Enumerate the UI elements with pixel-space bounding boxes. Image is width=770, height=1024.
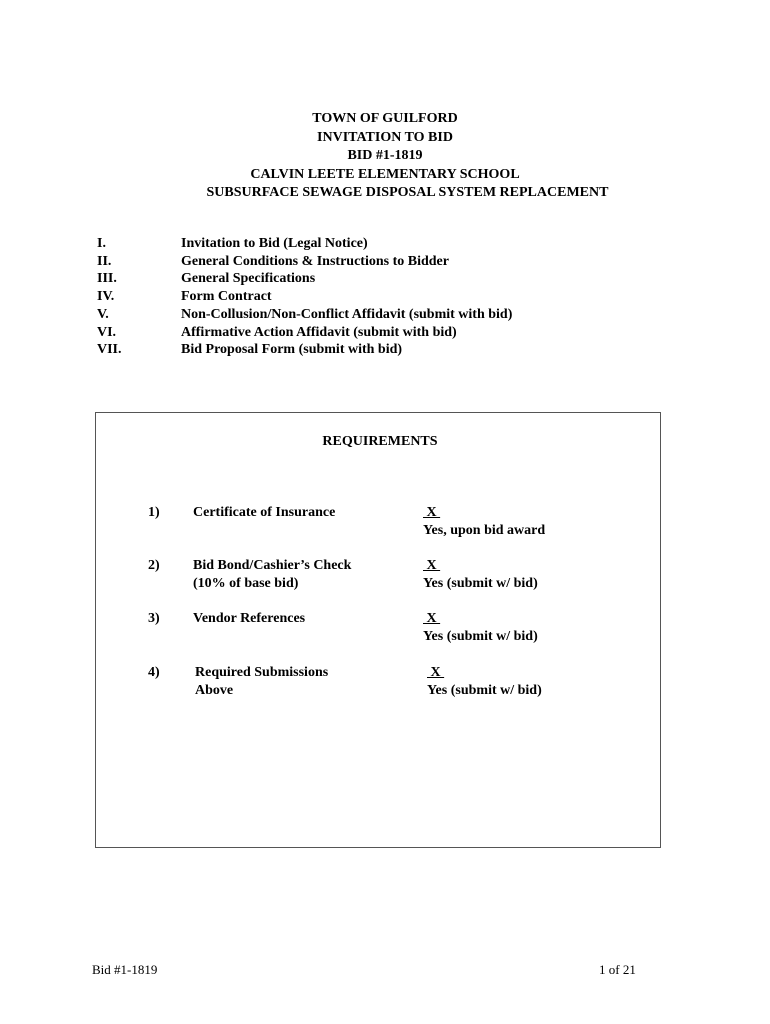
footer-bid-number: Bid #1-1819: [92, 962, 158, 977]
requirement-description-line: Required Submissions: [195, 665, 329, 680]
toc-item: [97, 270, 512, 288]
requirement-description-line: Above: [195, 683, 234, 698]
requirement-number: 4): [148, 665, 160, 680]
requirement-number: 3): [148, 611, 160, 626]
toc-item: [97, 341, 512, 359]
header-bid-number: BID #1-1819: [347, 148, 423, 163]
requirements-title: REQUIREMENTS: [322, 434, 438, 449]
requirement-description: [193, 557, 351, 593]
requirement-response-text: Yes (submit w/ bid): [423, 629, 538, 644]
requirement-description: [195, 664, 328, 700]
toc-item-label: General Specifications: [181, 271, 316, 287]
toc-item-number: II.: [97, 253, 112, 269]
requirement-description-line: Vendor References: [193, 611, 306, 626]
requirement-response-text: Yes (submit w/ bid): [427, 683, 542, 698]
requirement-response: [423, 557, 538, 593]
toc-item-label: General Conditions & Instructions to Bidder: [181, 253, 449, 269]
requirement-check-mark: X: [423, 505, 441, 520]
toc-item: [97, 235, 512, 253]
toc-item-label: Invitation to Bid (Legal Notice): [181, 236, 368, 251]
requirement-response-text: Yes, upon bid award: [423, 523, 546, 538]
requirement-description: [193, 504, 335, 522]
header-town: TOWN OF GUILFORD: [312, 111, 458, 126]
requirement-response: [423, 610, 538, 646]
toc-item: [97, 306, 512, 324]
requirement-response: [423, 504, 545, 540]
requirement-description-line: Certificate of Insurance: [193, 505, 336, 520]
table-of-contents: [97, 235, 512, 359]
requirement-response-text: Yes (submit w/ bid): [423, 576, 538, 591]
toc-item-number: IV.: [97, 289, 115, 305]
header-project: SUBSURFACE SEWAGE DISPOSAL SYSTEM REPLACEMENT: [206, 185, 609, 200]
toc-item-number: I.: [97, 236, 106, 251]
header-invitation: INVITATION TO BID: [317, 129, 453, 145]
toc-item-label: Form Contract: [181, 289, 272, 305]
toc-item-number: VI.: [97, 324, 117, 340]
document-header: [0, 110, 770, 203]
header-school: CALVIN LEETE ELEMENTARY SCHOOL: [250, 166, 520, 182]
requirement-description: [193, 610, 305, 628]
requirement-response: [427, 664, 542, 700]
toc-item-label: Bid Proposal Form (submit with bid): [181, 342, 403, 358]
toc-item-number: V.: [97, 306, 109, 322]
toc-item: [97, 253, 512, 271]
toc-item: [97, 288, 512, 306]
requirement-check-mark: X: [423, 558, 441, 573]
toc-item-label: Non-Collusion/Non-Conflict Affidavit (submit with bid): [181, 306, 513, 322]
requirement-number: 1): [148, 505, 160, 520]
toc-item: [97, 324, 512, 342]
requirements-box: [95, 412, 661, 848]
toc-item-number: III.: [97, 271, 117, 287]
requirement-number: 2): [148, 558, 160, 573]
requirement-check-mark: X: [427, 665, 445, 680]
requirement-check-mark: X: [423, 611, 441, 626]
toc-item-number: VII.: [97, 342, 122, 358]
footer-page-number: 1 of 21: [599, 962, 636, 977]
requirement-description-line: (10% of base bid): [193, 576, 299, 591]
requirement-description-line: Bid Bond/Cashier’s Check: [193, 558, 352, 573]
toc-item-label: Affirmative Action Affidavit (submit with bid): [181, 324, 457, 340]
